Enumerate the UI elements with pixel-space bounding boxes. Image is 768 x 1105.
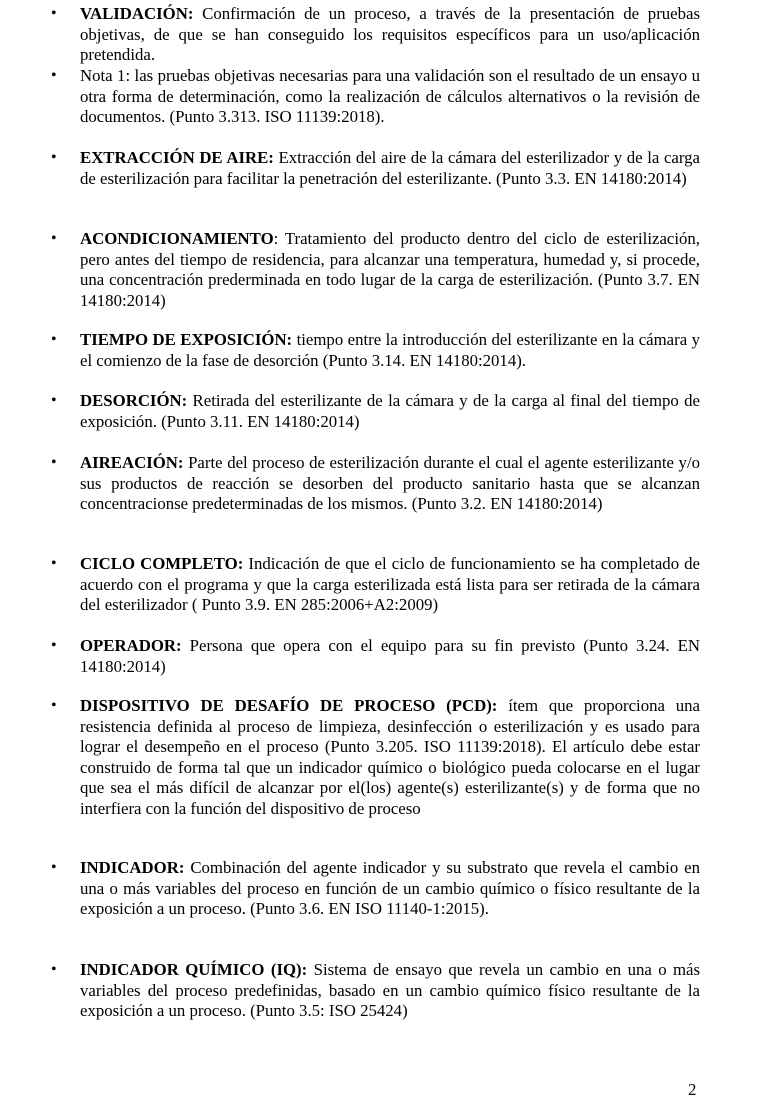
note-text: Nota 1: las pruebas objetivas necesarias para una validación son el resultado de un ensayo u otra forma de determinación, como la realización de cálculos alternativos o la revisión de documentos. (Punto 3.313. ISO 11139:2018).	[80, 66, 700, 127]
bullet-icon: •	[51, 555, 57, 572]
definition-tiempo-de-exposicion	[51, 330, 700, 371]
definition-text: Indicación de que el ciclo de funcionamiento se ha completado de acuerdo con el programa y que la carga esterilizada está lista para ser retirada de la cámara del esterilizador ( Punto 3.9. EN 285:2006+A2:2009)	[80, 554, 701, 615]
definition-text: Sistema de ensayo que revela un cambio en una o más variables del proceso predefinidas, basado en un cambio químico físico resultante de la exposición a un proceso. (Punto 3.5: ISO 25424)	[80, 960, 701, 1021]
definition-term: INDICADOR:	[80, 858, 185, 877]
bullet-icon: •	[51, 331, 57, 348]
definition-aireacion	[51, 453, 700, 515]
definition-text: Retirada del esterilizante de la cámara y de la carga al final del tiempo de exposición. (Punto 3.11. EN 14180:2014)	[80, 391, 700, 431]
bullet-icon: •	[51, 454, 57, 471]
definition-term: EXTRACCIÓN DE AIRE:	[80, 148, 274, 167]
bullet-icon: •	[51, 697, 57, 714]
definition-term: DESORCIÓN:	[80, 391, 188, 410]
bullet-icon: •	[51, 5, 57, 22]
definition-text: Extracción del aire de la cámara del esterilizador y de la carga de esterilización para facilitar la penetración del esterilizante. (Punto 3.3. EN 14180:2014)	[80, 148, 700, 188]
bullet-icon: •	[51, 637, 57, 654]
bullet-icon: •	[51, 67, 57, 84]
bullet-icon: •	[51, 392, 57, 409]
bullet-icon: •	[51, 859, 57, 876]
definition-term: TIEMPO DE EXPOSICIÓN:	[80, 330, 293, 349]
definition-text: Confirmación de un proceso, a través de la presentación de pruebas objetivas, de que se han conseguido los requisitos específicos para un uso/aplicación pretendida.	[80, 4, 700, 65]
bullet-icon: •	[51, 230, 57, 247]
definition-text: Persona que opera con el equipo para su fin previsto (Punto 3.24. EN 14180:2014)	[80, 636, 700, 676]
bullet-icon: •	[51, 149, 57, 166]
note-validacion	[51, 66, 700, 128]
definition-text: ítem que proporciona una resistencia definida al proceso de limpieza, desinfección o esterilización y es usado para lograr el desempeño en el proceso (Punto 3.205. ISO 11139:2018). El artículo debe estar construido de forma tal que un indicador químico o biológico pueda colocarse en el lugar que sea el más difícil de alcanzar por el(los) agente(s) esterilizante(s) y de forma que no interfiera con la función del dispositivo de proceso	[80, 696, 700, 818]
definition-term: CICLO COMPLETO:	[80, 554, 244, 573]
definition-text: tiempo entre la introducción del esterilizante en la cámara y el comienzo de la fase de desorción (Punto 3.14. EN 14180:2014).	[80, 330, 700, 370]
definition-term: DISPOSITIVO DE DESAFÍO DE PROCESO (PCD):	[80, 696, 498, 715]
definition-term: AIREACIÓN:	[80, 453, 184, 472]
definition-extraccion-de-aire	[51, 148, 700, 189]
definition-text: Combinación del agente indicador y su substrato que revela el cambio en una o más variables del proceso en función de un cambio químico o físico resultante de la exposición a un proceso. (Punto 3.6. EN ISO 11140-1:2015).	[80, 858, 700, 919]
definition-term: ACONDICIONAMIENTO	[80, 229, 274, 248]
definition-acondicionamiento	[51, 229, 700, 311]
definition-validacion	[51, 4, 700, 66]
definition-term: VALIDACIÓN:	[80, 4, 194, 23]
definition-text: : Tratamiento del producto dentro del ciclo de esterilización, pero antes del tiempo de residencia, para alcanzar una temperatura, humedad y, si procede, una concentración prederminada en todo lugar de la carga de esterilización. (Punto 3.7. EN 14180:2014)	[80, 229, 700, 310]
page-number: 2	[688, 1080, 697, 1099]
definition-ciclo-completo	[51, 554, 701, 616]
definition-text: Parte del proceso de esterilización durante el cual el agente esterilizante y/o sus productos de reacción se desorben del producto sanitario hasta que se alcanzan concentracionse predeterminadas de los mismos. (Punto 3.2. EN 14180:2014)	[80, 453, 700, 514]
bullet-icon: •	[51, 961, 57, 978]
definition-term: INDICADOR QUÍMICO (IQ):	[80, 960, 308, 979]
definition-operador	[51, 636, 700, 677]
definition-indicador	[51, 858, 700, 920]
definition-desorcion	[51, 391, 700, 432]
definition-dispositivo-de-desafio	[51, 696, 700, 820]
definition-term: OPERADOR:	[80, 636, 182, 655]
definition-indicador-quimico	[51, 960, 701, 1022]
